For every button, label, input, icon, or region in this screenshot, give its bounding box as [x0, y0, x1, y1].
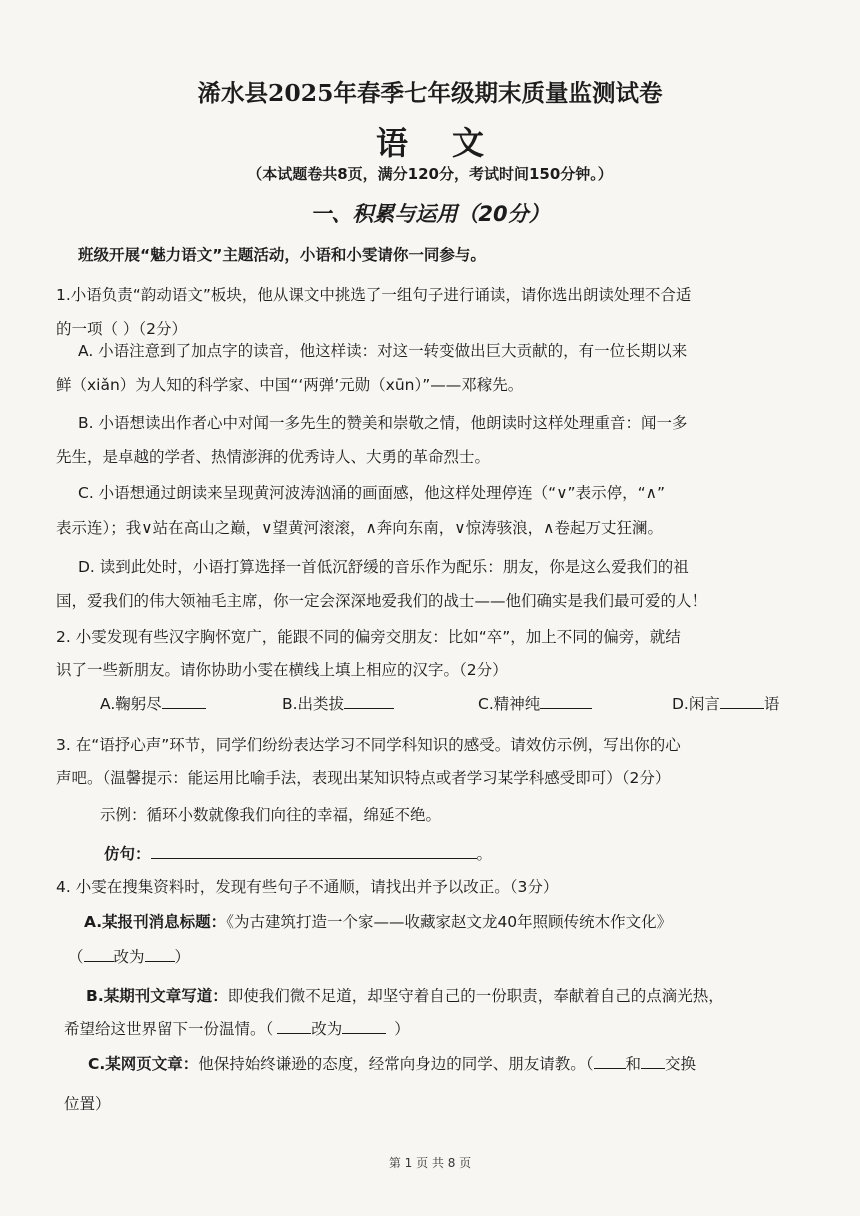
q1-option-b-line1: B. 小语想读出作者心中对闻一多先生的赞美和崇敬之情，他朗读时这样处理重音：闻一多 — [78, 414, 688, 432]
q4-option-a-fix — [68, 945, 190, 967]
q4-option-c — [88, 1052, 696, 1074]
q4-option-b-label: B.某期刊文章写道： — [86, 987, 228, 1005]
q2-option-a-text: A.鞠躬尽 — [100, 695, 162, 713]
q2-blank-d[interactable] — [720, 694, 764, 709]
q4-a-blank-2[interactable] — [145, 947, 175, 962]
q2-option-d — [672, 692, 779, 714]
q1-option-d-line1: D. 读到此处时，小语打算选择一首低沉舒缓的音乐作为配乐：朋友，你是这么爱我们的祖 — [78, 558, 689, 576]
q3-answer-blank[interactable] — [151, 844, 477, 859]
q1-stem-line2: 的一项（ ）（2分） — [56, 320, 188, 338]
q4-b-line2-text: 希望给这世界留下一份温情。（ — [64, 1020, 274, 1038]
q1-option-b-line2: 先生，是卓越的学者、热情澎湃的优秀诗人、大勇的革命烈士。 — [56, 448, 491, 466]
q2-stem-line1: 2. 小雯发现有些汉字胸怀宽广，能跟不同的偏旁交朋友：比如“卒”，加上不同的偏旁，就结 — [56, 628, 681, 646]
q4-stem: 4. 小雯在搜集资料时，发现有些句子不通顺，请找出并予以改正。（3分） — [56, 878, 559, 896]
q4-a-fix-mid: 改为 — [113, 948, 145, 966]
q4-c-swap: 交换 — [665, 1055, 697, 1073]
q4-c-blank-2[interactable] — [641, 1054, 665, 1069]
q3-example: 示例：循环小数就像我们向往的幸福，绵延不绝。 — [100, 806, 442, 824]
q3-stem-line1: 3. 在“语抒心声”环节，同学们纷纷表达学习不同学科知识的感受。请效仿示例，写出你的心 — [56, 736, 681, 754]
q4-b-blank-1[interactable] — [277, 1019, 311, 1034]
q4-b-fix-mid: 改为 — [311, 1020, 343, 1038]
exam-info: （本试题卷共8页，满分120分，考试时间150分钟。） — [247, 165, 613, 183]
q2-stem-line2: 识了一些新朋友。请你协助小雯在横线上填上相应的汉字。（2分） — [56, 661, 508, 679]
q4-a-fix-open: （ — [68, 948, 84, 966]
q4-c-and: 和 — [625, 1055, 642, 1073]
q4-option-c-text: 他保持始终谦逊的态度，经常向身边的同学、朋友请教。（ — [198, 1055, 594, 1073]
q3-stem-line2: 声吧。（温馨提示：能运用比喻手法，表现出某知识特点或者学习某学科感受即可）（2分） — [56, 769, 671, 787]
q4-option-a — [84, 910, 672, 932]
q1-option-d-line2: 国，爱我们的伟大领袖毛主席，你一定会深深地爱我们的战士——他们确实是我们最可爱的人！ — [56, 592, 708, 610]
exam-title: 浠水县2025年春季七年级期末质量监测试卷 — [197, 79, 663, 107]
q3-imitate-row — [104, 842, 492, 864]
section-intro: 班级开展“魅力语文”主题活动，小语和小雯请你一同参与。 — [78, 246, 486, 264]
q4-c-blank-1[interactable] — [594, 1054, 626, 1069]
q2-option-d-text: D.闲言 — [672, 695, 720, 713]
q2-option-b-text: B.出类拔 — [282, 695, 345, 713]
q2-blank-c[interactable] — [540, 694, 592, 709]
q2-option-c-text: C.精神纯 — [478, 695, 541, 713]
q4-option-c-line2: 位置） — [64, 1095, 111, 1113]
q4-a-blank-1[interactable] — [84, 947, 114, 962]
q4-option-b — [86, 984, 724, 1006]
q4-option-b-line2 — [64, 1017, 410, 1039]
q2-blank-b[interactable] — [344, 694, 394, 709]
q1-stem-line1: 1.小语负责“韵动语文”板块，他从课文中挑选了一组句子进行诵读，请你选出朗读处理不合适 — [56, 286, 692, 304]
q1-option-c-line2: 表示连）；我∨站在高山之巅，∨望黄河滚滚，∧奔向东南，∨惊涛骇浪，∧卷起万丈狂澜。 — [56, 519, 663, 537]
q2-option-a — [100, 692, 206, 714]
q3-imitate-label: 仿句： — [104, 845, 151, 863]
section-heading: 一、积累与运用（20分） — [310, 202, 550, 226]
q4-option-a-text: 《为古建筑打造一个家——收藏家赵文龙40年照顾传统木作文化》 — [226, 913, 673, 931]
page-footer: 第 1 页 共 8 页 — [388, 1156, 472, 1170]
q4-a-fix-close: ） — [174, 948, 191, 966]
q1-option-a-line2: 鲜（xiǎn）为人知的科学家、中国“‘两弹’元勋（xūn）”——邓稼先。 — [56, 376, 524, 394]
q2-option-b — [282, 692, 394, 714]
subject-title: 语文 — [375, 124, 528, 162]
q4-option-b-text: 即使我们微不足道，却坚守着自己的一份职责，奉献着自己的点滴光热， — [227, 987, 724, 1005]
q2-option-c — [478, 692, 592, 714]
q2-blank-a[interactable] — [162, 694, 206, 709]
q1-option-a-line1: A. 小语注意到了加点字的读音，他这样读：对这一转变做出巨大贡献的，有一位长期以来 — [78, 342, 688, 360]
q4-option-a-label: A.某报刊消息标题： — [84, 913, 227, 931]
q4-option-c-label: C.某网页文章： — [88, 1055, 199, 1073]
q1-option-c-line1: C. 小语想通过朗读来呈现黄河波涛汹涌的画面感，他这样处理停连（“∨”表示停，“∧” — [78, 484, 665, 502]
q4-b-fix-close: ） — [394, 1020, 410, 1038]
q3-imitate-period: 。 — [476, 845, 493, 863]
q2-option-d-tail: 语 — [763, 695, 780, 713]
q4-b-blank-2[interactable] — [342, 1019, 386, 1034]
